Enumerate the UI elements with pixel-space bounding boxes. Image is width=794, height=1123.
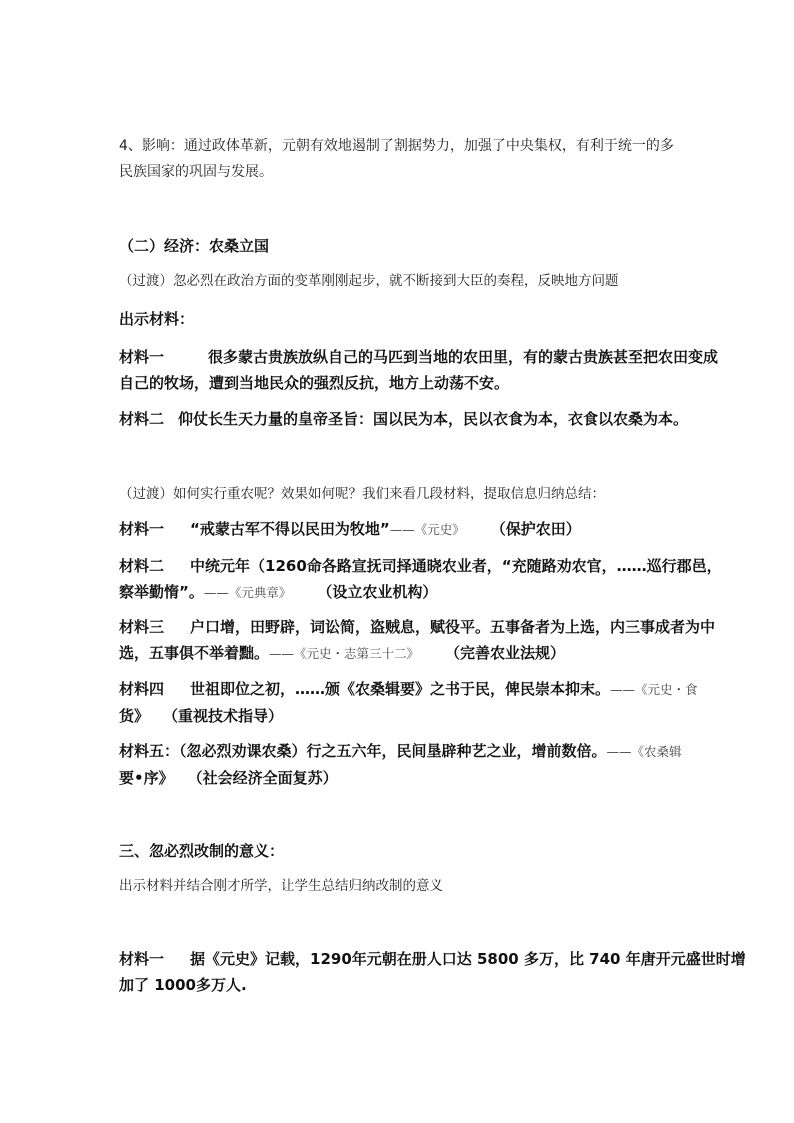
material-label: 材料五： [119,742,180,760]
material-source: ——《农桑辑 [606,744,682,759]
significance-material-1 [119,946,746,998]
material-label: 材料一 [119,950,165,968]
economy-material-2 [119,406,689,432]
material-text: 户口增，田野辟，词讼简，盗贼息，赋役平。五事备者为上选，内三事成者为中 [190,618,716,636]
measure-item-3 [119,614,716,667]
measures-transition: （过渡）如何实行重农呢？效果如何呢？我们来看几段材料，提取信息归纳总结： [119,486,605,502]
material-text: 很多蒙古贵族放纵自己的马匹到当地的农田里，有的蒙古贵族甚至把农田变成 [208,348,719,366]
material-label: 材料四 [119,680,165,698]
material-label: 材料三 [119,618,165,636]
material-text: 仰仗长生天力量的皇帝圣旨：国以民为本，民以衣食为本，衣食以农桑为本。 [178,410,689,428]
material-text: 世祖即位之初，……颁《农桑辑要》之书于民，俾民崇本抑末。 [190,680,611,698]
economy-transition: （过渡）忽必烈在政治方面的变革刚刚起步，就不断接到大臣的奏程，反映地方问题 [119,273,619,289]
material-label: 材料一 [119,348,165,366]
material-label: 材料一 [119,520,165,538]
material-text-continued: 加了 1000多万人. [119,976,247,994]
measure-item-4 [119,676,698,729]
material-source: ——《元史・志第三十二》 [269,646,420,661]
significance-heading: 三、忽必烈改制的意义： [119,842,285,860]
material-text-continued: 要•序》 [119,769,174,787]
measure-item-5 [119,738,682,791]
material-note: （完善农业法规） [445,644,566,662]
measure-item-1 [119,516,679,543]
material-text: “戒蒙古军不得以民田为牧地” [190,520,390,538]
influence-line-2: 民族国家的巩固与发展。 [119,164,273,180]
measure-item-2 [119,553,722,606]
material-note: （重视技术指导） [163,707,284,725]
material-note: （社会经济全面复苏） [187,769,338,787]
material-text: （忽必烈劝课农桑）行之五六年，民间垦辟种艺之业，增前数倍。 [179,742,607,760]
significance-instruction: 出示材料并结合刚才所学，让学生总结归纳改制的意义 [119,878,443,894]
economy-material-1 [119,344,719,396]
material-note: （设立农业机构） [317,583,438,601]
material-text-continued: 货》 [119,707,150,725]
material-text-continued: 察举勤惰”。 [119,583,204,601]
material-text: 中统元年（1260命各路宣抚司择通晓农业者，“充随路劝农官，……巡行郡邑， [190,557,722,575]
material-source: ——《元典章》 [203,585,292,600]
material-label: 材料二 [119,410,165,428]
influence-paragraph [119,133,679,185]
economy-heading: （二）经济：农桑立国 [119,237,270,255]
material-note: （保护农田） [490,520,581,538]
material-text-continued: 选，五事俱不举着黜。 [119,644,270,662]
material-text-continued: 自己的牧场，遭到当地民众的强烈反抗，地方上动荡不安。 [119,374,510,392]
influence-line-1: 4、影响：通过政体革新，元朝有效地遏制了割据势力，加强了中央集权，有利于统一的多 [119,138,674,154]
material-source: ——《元史》 [389,522,465,537]
material-source: ——《元史・食 [610,682,698,697]
material-label: 材料二 [119,557,165,575]
material-text: 据《元史》记载，1290年元朝在册人口达 5800 多万，比 740 年唐开元盛世时增 [190,950,746,968]
show-material-label: 出示材料： [119,310,195,328]
